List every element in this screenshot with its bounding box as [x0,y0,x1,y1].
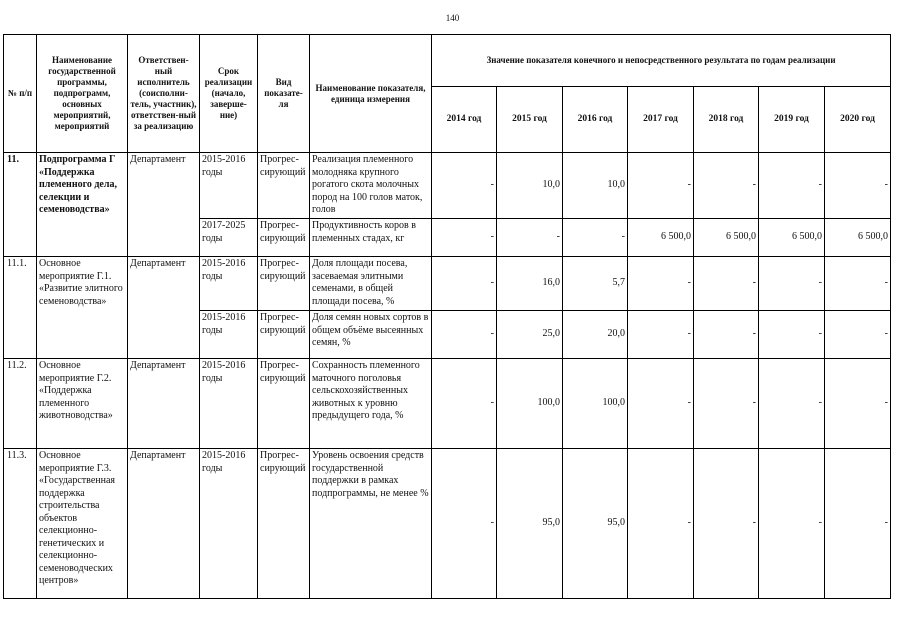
value-2016: 5,7 [563,257,628,311]
table-row [4,153,891,219]
indicators-table [3,34,891,599]
value-2020: - [825,257,891,311]
value-2015: 10,0 [497,153,563,219]
header-year-2016: 2016 год [563,87,628,153]
value-2014: - [432,153,497,219]
header-indicator: Наименование показателя, единица измерения [310,35,432,153]
value-2017: - [628,359,694,449]
row-indicator: Уровень освоения средств государственной поддержки в рамках подпрограммы, не менее % [310,449,432,599]
value-2016: 20,0 [563,311,628,359]
value-2014: - [432,449,497,599]
value-2017: 6 500,0 [628,219,694,257]
row-indicator: Сохранность племенного маточного поголовья сельскохозяйственных животных к уровню предыдущего года, % [310,359,432,449]
value-2019: - [759,449,825,599]
header-type: Вид показате-ля [258,35,310,153]
table-row [4,359,891,449]
header-year-2015: 2015 год [497,87,563,153]
value-2019: - [759,153,825,219]
row-number: 11.2. [4,359,37,449]
row-executor: Департамент [128,153,200,257]
row-executor: Департамент [128,449,200,599]
row-term: 2015-2016 годы [200,257,258,311]
value-2019: - [759,311,825,359]
value-2014: - [432,359,497,449]
value-2015: 100,0 [497,359,563,449]
value-2015: - [497,219,563,257]
row-type: Прогрес-сирующий [258,359,310,449]
row-number: 11.3. [4,449,37,599]
row-name: Основное мероприятие Г.1. «Развитие элитного семеноводства» [37,257,128,359]
row-executor: Департамент [128,359,200,449]
value-2014: - [432,219,497,257]
value-2017: - [628,257,694,311]
row-term: 2017-2025 годы [200,219,258,257]
row-name: Подпрограмма Г «Поддержка племенного дела, селекции и семеноводства» [37,153,128,257]
row-indicator: Реализация племенного молодняка крупного рогатого скота молочных пород на 100 голов маток, голов [310,153,432,219]
row-type: Прогрес-сирующий [258,257,310,311]
row-type: Прогрес-сирующий [258,219,310,257]
header-year-2014: 2014 год [432,87,497,153]
value-2019: 6 500,0 [759,219,825,257]
row-term: 2015-2016 годы [200,153,258,219]
row-type: Прогрес-сирующий [258,449,310,599]
row-indicator: Продуктивность коров в племенных стадах, кг [310,219,432,257]
value-2020: - [825,311,891,359]
header-values-group: Значение показателя конечного и непосредственного результата по годам реализации [432,35,891,87]
row-indicator: Доля площади посева, засеваемая элитными семенами, в общей площади посева, % [310,257,432,311]
header-year-2020: 2020 год [825,87,891,153]
value-2014: - [432,311,497,359]
row-type: Прогрес-сирующий [258,311,310,359]
value-2019: - [759,257,825,311]
page-number: 140 [445,13,460,23]
row-name: Основное мероприятие Г.3. «Государственная поддержка строительства объектов селекционно-генетических и селекционно-семеноводческих центров» [37,449,128,599]
value-2020: - [825,359,891,449]
value-2020: 6 500,0 [825,219,891,257]
row-executor: Департамент [128,257,200,359]
value-2016: 100,0 [563,359,628,449]
header-no: № п/п [4,35,37,153]
row-term: 2015-2016 годы [200,311,258,359]
value-2018: - [694,311,759,359]
value-2018: - [694,257,759,311]
value-2015: 16,0 [497,257,563,311]
header-name: Наименование государственной программы, подпрограмм, основных мероприятий, мероприятий [37,35,128,153]
table-row [4,449,891,599]
value-2014: - [432,257,497,311]
value-2018: 6 500,0 [694,219,759,257]
row-number: 11.1. [4,257,37,359]
value-2017: - [628,449,694,599]
value-2017: - [628,311,694,359]
row-term: 2015-2016 годы [200,359,258,449]
value-2016: 95,0 [563,449,628,599]
header-term: Срок реализации (начало, заверше-ние) [200,35,258,153]
header-year-2018: 2018 год [694,87,759,153]
row-name: Основное мероприятие Г.2. «Поддержка племенного животноводства» [37,359,128,449]
row-number: 11. [4,153,37,257]
header-year-2017: 2017 год [628,87,694,153]
value-2019: - [759,359,825,449]
value-2016: 10,0 [563,153,628,219]
row-term: 2015-2016 годы [200,449,258,599]
value-2015: 25,0 [497,311,563,359]
row-type: Прогрес-сирующий [258,153,310,219]
header-year-2019: 2019 год [759,87,825,153]
value-2020: - [825,449,891,599]
value-2020: - [825,153,891,219]
value-2018: - [694,449,759,599]
table-row [4,257,891,311]
row-indicator: Доля семян новых сортов в общем объёме высеянных семян, % [310,311,432,359]
value-2016: - [563,219,628,257]
header-executor: Ответствен-ный исполнитель (соисполни-тель, участник), ответствен-ный за реализацию [128,35,200,153]
value-2018: - [694,359,759,449]
value-2018: - [694,153,759,219]
value-2017: - [628,153,694,219]
value-2015: 95,0 [497,449,563,599]
